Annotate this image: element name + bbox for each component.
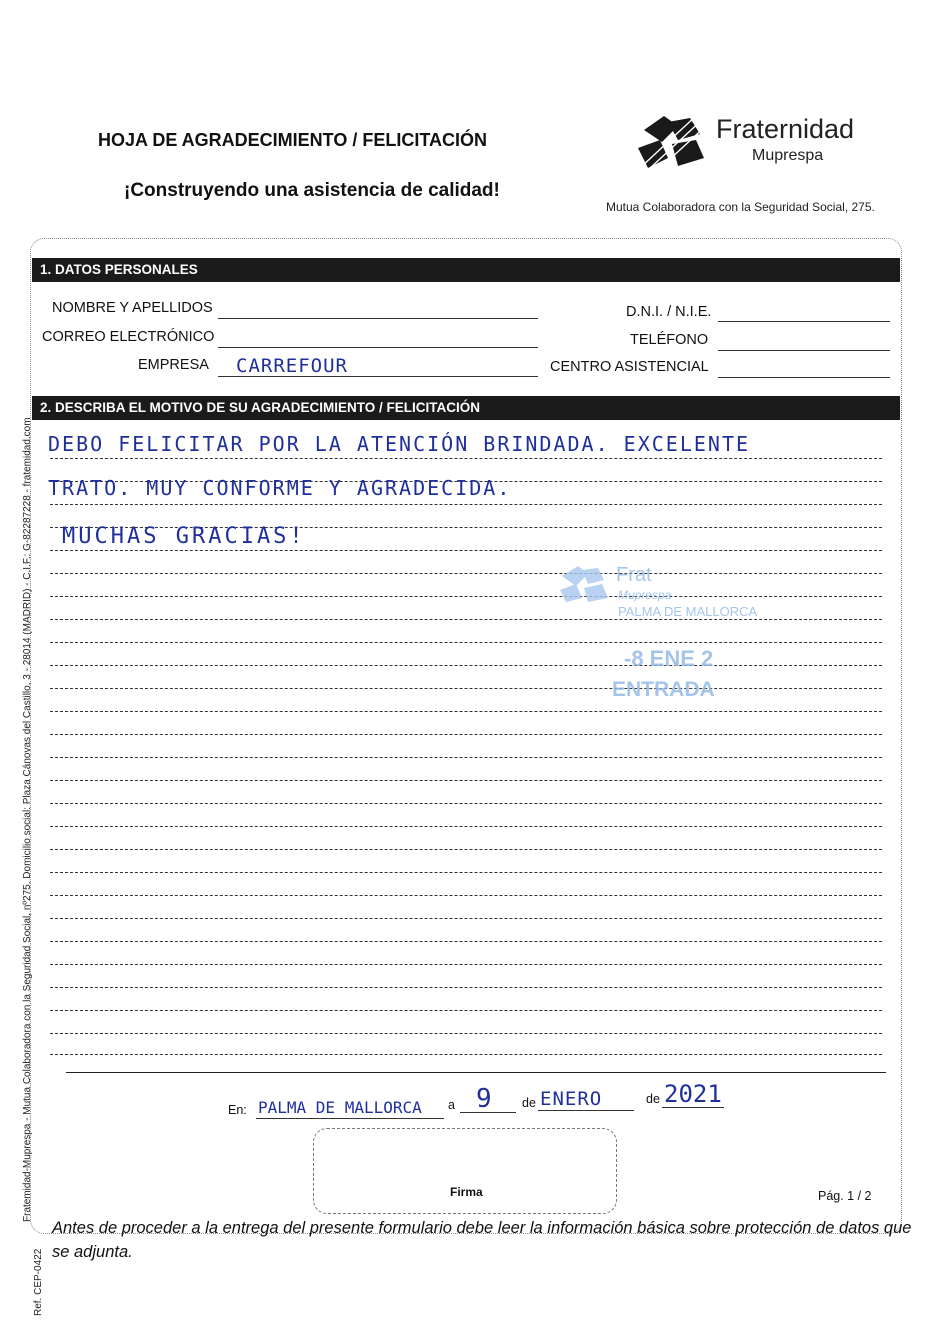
empresa-value: CARREFOUR [236,355,348,377]
empresa-label: EMPRESA [138,357,209,373]
form-subtitle: ¡Construyendo una asistencia de calidad! [124,180,500,201]
day-value: 9 [476,1084,493,1114]
ruled-line [50,596,882,597]
ruled-line [50,826,882,827]
ruled-line [50,1010,882,1011]
ruled-line [50,757,882,758]
ruled-line [50,573,882,574]
nombre-label: NOMBRE Y APELLIDOS [52,300,213,316]
nombre-field[interactable] [218,318,538,319]
en-label: En: [228,1103,247,1117]
stamp-entry: ENTRADA [612,678,715,701]
form-frame [30,238,902,1234]
ruled-line [50,1033,882,1034]
ruled-line [50,458,882,459]
ruled-line [50,550,882,551]
message-line-3: MUCHAS GRACIAS! [62,524,306,549]
ruled-line [50,987,882,988]
ruled-line [50,918,882,919]
stamp-sub: Muprespa [618,588,672,602]
fraternidad-logo-icon [634,112,712,174]
brand-subname: Muprespa [752,147,824,164]
section-reason-header: 2. DESCRIBA EL MOTIVO DE SU AGRADECIMIENTO / FELICITACIÓN [32,396,900,420]
ruled-line [50,711,882,712]
month-value: ENERO [540,1088,603,1110]
de2-label: de [646,1092,660,1106]
ruled-line [50,872,882,873]
side-ref-text: Ref. CEP-0422 [33,1248,44,1316]
side-legal-text: Fratemidad-Muprespa - Mutua Colaboradora con la Seguridad Social, nº275. Domicilio social: Plaza Cánovas del Castillo, 3 - 28014 (MADRID) - C.I.F.: G-82287228 - fratemidad.com [22,417,33,1222]
ruled-line [50,619,882,620]
ruled-line [50,734,882,735]
ruled-line [50,941,882,942]
form-title: HOJA DE AGRADECIMIENTO / FELICITACIÓN [98,130,488,150]
de-label: de [522,1096,536,1110]
stamp-date: -8 ENE 2 [624,646,714,671]
place-value: PALMA DE MALLORCA [258,1098,422,1117]
stamp-logo-icon [556,562,612,604]
centro-label: CENTRO ASISTENCIAL [550,359,709,375]
telefono-field[interactable] [718,350,890,351]
month-field[interactable] [538,1110,634,1111]
privacy-note: Antes de proceder a la entrega del presente formulario debe leer la información básica sobre protección de datos que se adjunta. [52,1219,912,1261]
message-line-2: TRATO. MUY CONFORME Y AGRADECIDA. [48,476,512,500]
ruled-line [50,803,882,804]
brand-name: Fraternidad [716,114,855,144]
ruled-line [50,642,882,643]
ruled-line [50,665,882,666]
ruled-line [50,895,882,896]
telefono-label: TELÉFONO [630,332,709,348]
firma-label: Firma [450,1185,483,1199]
year-value: 2021 [664,1080,722,1108]
ruled-line [50,780,882,781]
ruled-line [50,964,882,965]
dni-field[interactable] [718,321,890,322]
correo-field[interactable] [218,347,538,348]
ruled-line [50,504,882,505]
ruled-line [50,1054,882,1055]
ruled-line [50,688,882,689]
a-label: a [448,1098,455,1112]
stamp-brand: Frat [616,564,652,586]
stamp-place: PALMA DE MALLORCA [618,604,758,619]
correo-label: CORREO ELECTRÓNICO [42,329,215,345]
ruled-line [50,849,882,850]
page-number: Pág. 1 / 2 [818,1189,872,1203]
section-personal-data-header: 1. DATOS PERSONALES [32,258,900,282]
dni-label: D.N.I. / N.I.E. [626,304,712,320]
message-line-1: DEBO FELICITAR POR LA ATENCIÓN BRINDADA. EXCELENTE [48,432,751,456]
mutua-text: Mutua Colaboradora con la Seguridad Social, 275. [606,200,875,214]
signature-box[interactable] [313,1128,617,1214]
place-field[interactable] [256,1118,444,1119]
section-divider [66,1072,886,1073]
centro-field[interactable] [718,377,890,378]
